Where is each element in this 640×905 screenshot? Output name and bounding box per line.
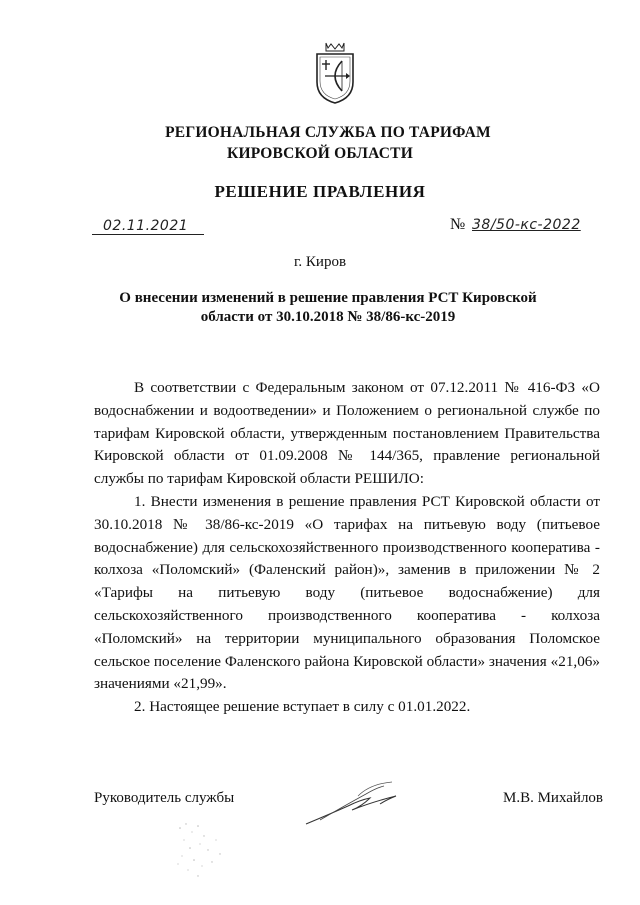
document-date: 02.11.2021 bbox=[103, 218, 189, 234]
date-underline bbox=[92, 234, 204, 235]
document-title: РЕШЕНИЕ ПРАВЛЕНИЯ bbox=[214, 182, 426, 201]
body-paragraph-preamble: В соответствии с Федеральным законом от 07.12.2011 № 416-ФЗ «О водоснабжении и водоотведении» и Положением о региональной службе по тарифам Кировской области, утвержденным постановлением Правительства Кировской области от 01.09.2008 № 144/365, правление региональной службы по тарифам Кировской области РЕШИЛО: bbox=[94, 379, 600, 488]
body-paragraph-item2: 2. Настоящее решение вступает в силу с 01.01.2022. bbox=[134, 698, 471, 716]
city: г. Киров bbox=[293, 254, 347, 270]
handwritten-signature bbox=[300, 776, 410, 832]
subject-line2: области от 30.10.2018 № 38/86-кс-2019 bbox=[200, 309, 456, 325]
organization-name-line2: КИРОВСКОЙ ОБЛАСТИ bbox=[227, 145, 413, 162]
body-paragraph-item1: 1. Внести изменения в решение правления РСТ Кировской области от 30.10.2018 № 38/86-кс-2019 «О тарифах на питьевую воду (питьевое водоснабжение) для сельскохозяйственного производственного кооператива - колхоза «Поломский» (Фаленский район)», заменив в приложении № 2 «Тарифы на питьевую воду (питьевое водоснабжение) для сельскохозяйственного производственного кооператива - колхоза «Поломский» на территории муниципального образования Поломское сельское поселение Фаленского района Кировской области» значения «21,06» значениями «21,99». bbox=[94, 492, 600, 693]
document-body bbox=[94, 377, 600, 719]
number-label: № bbox=[450, 216, 466, 233]
organization-name-line1: РЕГИОНАЛЬНАЯ СЛУЖБА ПО ТАРИФАМ bbox=[165, 124, 491, 141]
kirov-coat-of-arms-icon bbox=[312, 40, 358, 106]
faint-stamp-mark bbox=[172, 818, 232, 880]
signatory-role: Руководитель службы bbox=[94, 790, 235, 806]
document-number: 38/50-кс-2022 bbox=[472, 217, 581, 233]
subject-line1: О внесении изменений в решение правления РСТ Кировской bbox=[119, 290, 537, 306]
signatory-name: М.В. Михайлов bbox=[503, 790, 604, 806]
